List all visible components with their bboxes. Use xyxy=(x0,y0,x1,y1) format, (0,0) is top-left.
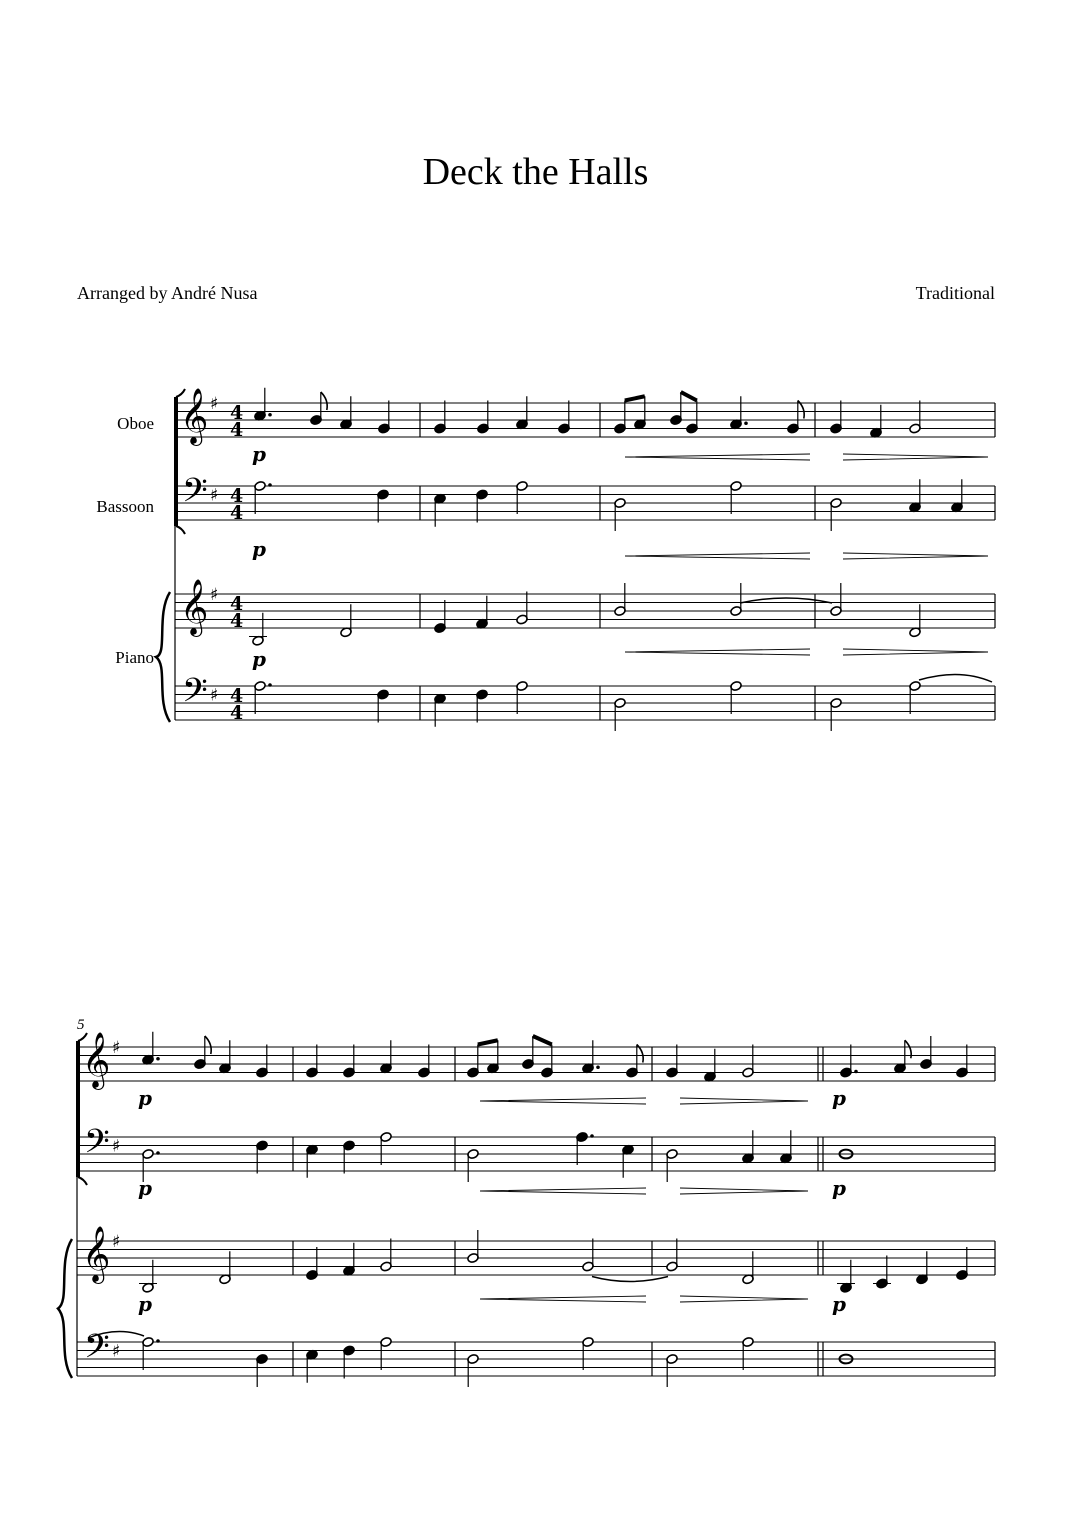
decrescendo-hairpin xyxy=(680,1188,808,1194)
bass-clef: 𝄢 xyxy=(182,472,208,518)
decrescendo-hairpin xyxy=(680,1296,808,1302)
time-sig-numerator: 4 xyxy=(230,402,244,424)
crescendo-hairpin xyxy=(625,553,810,559)
time-sig-numerator: 4 xyxy=(230,485,244,507)
crescendo-hairpin xyxy=(480,1296,646,1302)
time-sig-numerator: 4 xyxy=(230,685,244,707)
key-sharp: ♯ xyxy=(112,1136,121,1157)
dot xyxy=(156,1339,160,1343)
crescendo-hairpin xyxy=(625,649,810,655)
bass-clef: 𝄢 xyxy=(84,1123,110,1169)
beam xyxy=(478,1040,498,1044)
decrescendo-hairpin xyxy=(843,553,988,559)
eighth-flag xyxy=(205,1036,211,1054)
piano-brace xyxy=(156,592,170,722)
bassoon-label: Bassoon xyxy=(96,497,154,516)
dot xyxy=(590,1134,594,1138)
bracket-hook xyxy=(176,526,185,534)
treble-clef: 𝄞 xyxy=(180,388,209,444)
piano-label: Piano xyxy=(115,648,154,667)
dynamic-marking: p xyxy=(138,1292,152,1316)
decrescendo-hairpin xyxy=(680,1098,808,1104)
beam xyxy=(681,392,697,401)
key-sharp: ♯ xyxy=(210,394,219,414)
treble-clef: 𝄞 xyxy=(82,1032,111,1088)
tie xyxy=(592,1277,668,1282)
dot xyxy=(268,483,272,487)
treble-clef: 𝄞 xyxy=(82,1226,111,1282)
crescendo-hairpin xyxy=(625,454,810,460)
score-title: Deck the Halls xyxy=(422,151,649,193)
dynamic-marking: p xyxy=(138,1086,152,1110)
decrescendo-hairpin xyxy=(843,454,988,460)
dynamic-marking: p xyxy=(252,647,266,671)
decrescendo-hairpin xyxy=(843,649,988,655)
time-sig-denominator: 4 xyxy=(230,502,244,524)
treble-clef: 𝄞 xyxy=(180,579,209,635)
key-sharp: ♯ xyxy=(210,685,219,706)
dynamic-marking: p xyxy=(832,1176,846,1200)
crescendo-hairpin xyxy=(480,1098,646,1104)
key-sharp: ♯ xyxy=(112,1232,121,1252)
key-sharp: ♯ xyxy=(112,1341,121,1362)
time-sig-numerator: 4 xyxy=(230,593,244,615)
dynamic-marking: p xyxy=(138,1176,152,1200)
dynamic-marking: p xyxy=(252,442,266,466)
tie xyxy=(919,674,992,682)
arranger-credit: Arranged by André Nusa xyxy=(77,283,258,303)
dot xyxy=(268,413,272,417)
bracket-hook xyxy=(78,1177,87,1185)
bass-clef: 𝄢 xyxy=(182,672,208,718)
composer-credit: Traditional xyxy=(915,283,995,303)
dot xyxy=(156,1151,160,1155)
beam xyxy=(625,396,645,400)
beam xyxy=(533,1036,552,1045)
measure-number: 5 xyxy=(77,1017,85,1033)
time-sig-denominator: 4 xyxy=(230,610,244,632)
time-sig-denominator: 4 xyxy=(230,419,244,441)
dot xyxy=(268,683,272,687)
dynamic-marking: p xyxy=(832,1086,846,1110)
bass-clef: 𝄢 xyxy=(84,1328,110,1374)
dot xyxy=(156,1057,160,1061)
dot xyxy=(854,1070,858,1074)
dot xyxy=(744,421,748,425)
key-sharp: ♯ xyxy=(210,585,219,605)
key-sharp: ♯ xyxy=(112,1038,121,1058)
dot xyxy=(596,1065,600,1069)
eighth-flag xyxy=(321,392,327,410)
dynamic-marking: p xyxy=(832,1292,846,1316)
piano-brace xyxy=(58,1239,72,1378)
dynamic-marking: p xyxy=(252,537,266,561)
crescendo-hairpin xyxy=(480,1188,646,1194)
time-sig-denominator: 4 xyxy=(230,702,244,724)
key-sharp: ♯ xyxy=(210,485,219,506)
oboe-label: Oboe xyxy=(117,414,154,433)
